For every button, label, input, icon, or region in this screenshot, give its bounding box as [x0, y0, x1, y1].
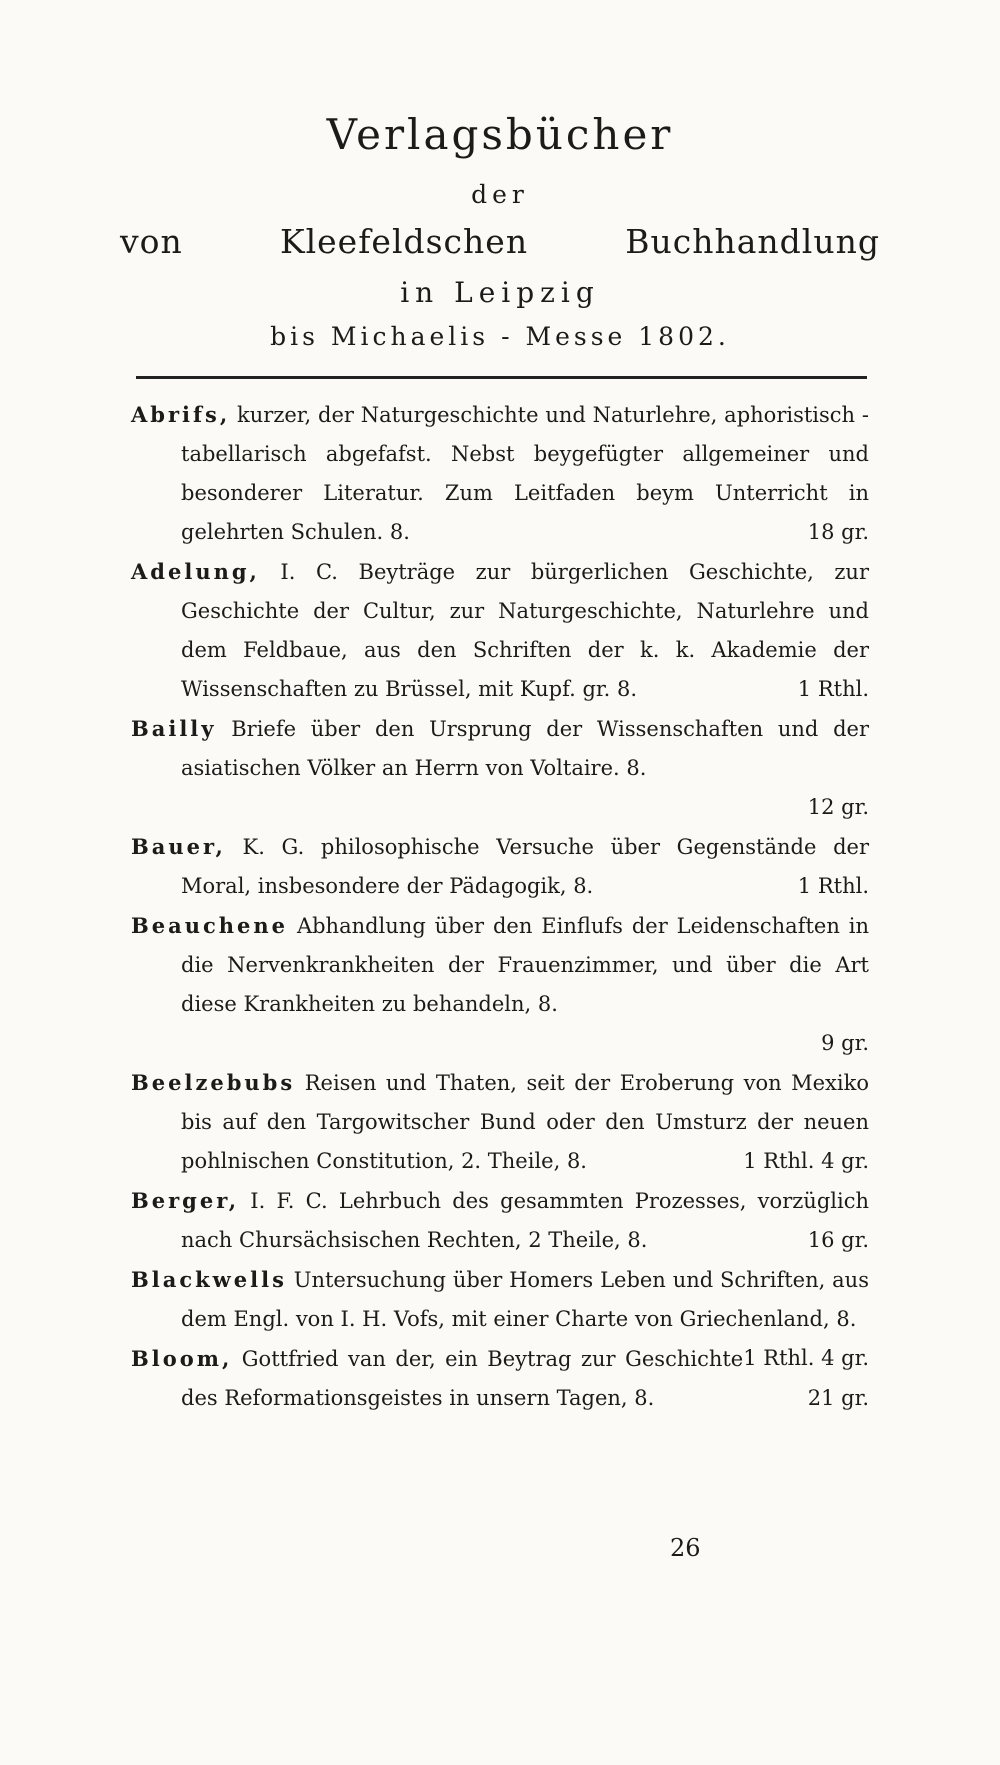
entry-price: 1 Rthl. [797, 874, 869, 898]
publisher-word-name: Kleefeldschen [279, 222, 529, 261]
catalog-entry [131, 1063, 869, 1181]
page-title: Verlagsbücher [326, 110, 674, 159]
entry-description: kurzer, der Naturgeschichte und Naturlehre, aphoristisch - tabellarisch abgefafst. Nebst beygefügter allgemeiner und besonderer Literatur. Zum Leitfaden beym Unterricht in gelehrten Schulen. 8. [181, 403, 869, 544]
catalog-entries [131, 395, 869, 1418]
entry-author: Beelzebubs [131, 1070, 296, 1095]
catalog-date: bis Michaelis - Messe 1802. [270, 322, 730, 351]
entry-price: 21 gr. [807, 1386, 869, 1410]
entry-description: Gottfried van der, ein Beytrag zur Geschichte des Reformationsgeistes in unsern Tagen, 8. [181, 1347, 744, 1410]
entry-author: Bauer, [131, 834, 226, 859]
entry-description: Reisen und Thaten, seit der Eroberung von Mexiko bis auf den Targowitscher Bund oder den Umsturz der neuen pohlnischen Constitution, 2. Theile, 8. [181, 1071, 869, 1173]
entry-author: Beauchene [131, 913, 289, 938]
catalog-entry [131, 709, 869, 827]
signature-mark: 26 [670, 1534, 701, 1562]
entry-description: K. G. philosophische Versuche über Gegenstände der Moral, insbesondere der Pädagogik, 8. [181, 835, 869, 898]
catalog-entry [131, 395, 869, 552]
entry-author: Bloom, [131, 1346, 233, 1371]
entry-price: 18 gr. [807, 520, 869, 544]
entry-price: 1 Rthl. [797, 677, 869, 701]
entry-author: Bailly [131, 716, 217, 741]
entry-description: I. C. Beyträge zur bürgerlichen Geschichte, zur Geschichte der Cultur, zur Naturgeschichte, Naturlehre und dem Feldbaue, aus den Schriften der k. k. Akademie der Wissenschaften zu Brüssel, mit Kupf. gr. 8. [181, 560, 869, 701]
publisher-word-firm: Buchhandlung [625, 222, 880, 261]
entry-description: Abhandlung über den Einflufs der Leidenschaften in die Nervenkrankheiten der Frauenzimmer, und über die Art diese Krankheiten zu behandeln, 8. [181, 914, 869, 1016]
catalog-entry [131, 906, 869, 1063]
header-rule [136, 376, 867, 379]
entry-price: 1 Rthl. 4 gr. [743, 1149, 869, 1173]
publisher-name [120, 222, 880, 261]
entry-author: Adelung, [131, 559, 260, 584]
entry-price: 9 gr. [821, 1031, 869, 1055]
catalog-entry [131, 827, 869, 906]
entry-description: Briefe über den Ursprung der Wissenschaften und der asiatischen Völker an Herrn von Voltaire. 8. [181, 717, 869, 780]
publisher-word-von: von [120, 222, 183, 261]
entry-author: Abrifs, [131, 402, 231, 427]
publisher-city: in Leipzig [400, 276, 600, 309]
entry-price: 1 Rthl. 4 gr. [743, 1346, 869, 1370]
catalog-entry [131, 1181, 869, 1260]
entry-price: 12 gr. [807, 795, 869, 819]
catalog-entry [131, 552, 869, 709]
title-connector: der [471, 180, 529, 209]
entry-description: I. F. C. Lehrbuch des gesammten Prozesses, vorzüglich nach Chursächsischen Rechten, 2 Theile, 8. [181, 1189, 869, 1252]
entry-description: Untersuchung über Homers Leben und Schriften, aus dem Engl. von I. H. Vofs, mit einer Charte von Griechenland, 8. [181, 1268, 869, 1331]
entry-author: Berger, [131, 1188, 240, 1213]
entry-author: Blackwells [131, 1267, 287, 1292]
entry-price: 16 gr. [807, 1228, 869, 1252]
